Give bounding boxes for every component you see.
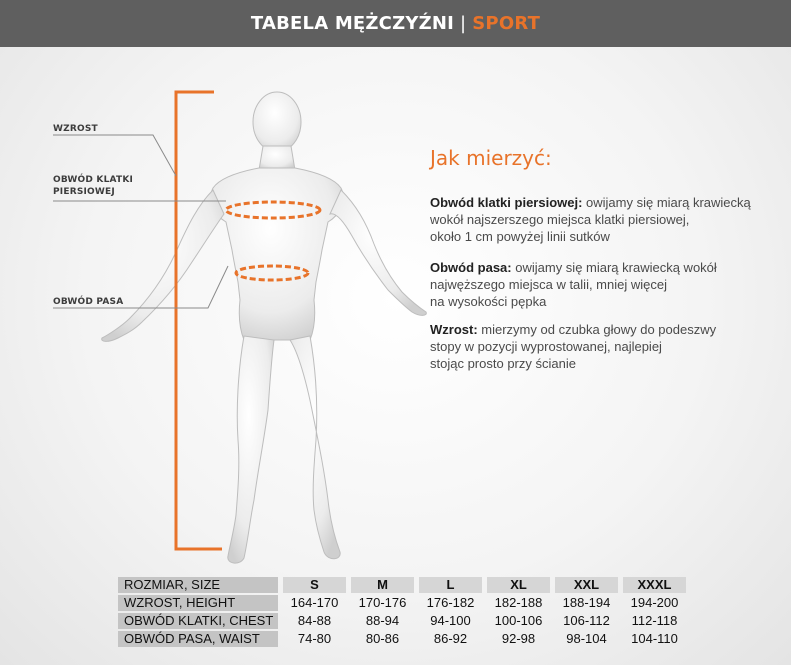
table-cell: 74-80 bbox=[297, 631, 332, 646]
mannequin-right-arm bbox=[330, 190, 426, 315]
height-callout-label: WZROST bbox=[53, 124, 98, 134]
table-cell: 188-194 bbox=[562, 595, 611, 610]
table-cell: 86-92 bbox=[433, 631, 468, 646]
mannequin-neck bbox=[259, 146, 295, 170]
height-bracket bbox=[176, 92, 222, 549]
table-cell: 170-176 bbox=[358, 595, 407, 610]
howto-waist-term: Obwód pasa: bbox=[430, 260, 512, 275]
height-leader-line bbox=[53, 135, 176, 176]
table-cell: XL bbox=[487, 577, 550, 593]
mannequin-torso bbox=[211, 168, 343, 340]
howto-waist-desc: owijamy się miarą krawiecką wokół najwęższego miejsca w talii, mniej więcej na wysokości pępka bbox=[430, 260, 717, 309]
waist-callout-label: OBWÓD PASA bbox=[53, 297, 124, 307]
title-separator: | bbox=[460, 13, 467, 34]
page-title: TABELA MĘŻCZYŹNI bbox=[250, 13, 454, 34]
measurement-figure bbox=[0, 47, 791, 577]
howto-title: Jak mierzyć: bbox=[430, 146, 552, 170]
table-cell: 88-94 bbox=[365, 613, 400, 628]
table-cell: 80-86 bbox=[365, 631, 400, 646]
table-cell: 84-88 bbox=[297, 613, 332, 628]
table-cell: XXXL bbox=[623, 577, 686, 593]
table-row bbox=[118, 613, 686, 629]
howto-chest-term: Obwód klatki piersiowej: bbox=[430, 195, 583, 210]
page-header bbox=[0, 0, 791, 47]
mannequin-left-leg bbox=[228, 336, 274, 563]
table-cell: L bbox=[419, 577, 482, 593]
table-cell: 194-200 bbox=[630, 595, 679, 610]
table-cell: S bbox=[283, 577, 346, 593]
row-label: OBWÓD KLATKI, CHEST bbox=[118, 613, 278, 629]
table-cell: M bbox=[351, 577, 414, 593]
howto-height-desc: mierzymy od czubka głowy do podeszwy stopy w pozycji wyprostowanej, najlepiej stojąc prosto przy ścianie bbox=[430, 322, 717, 371]
row-label: ROZMIAR, SIZE bbox=[118, 577, 278, 593]
table-row bbox=[118, 577, 686, 593]
row-label: WZROST, HEIGHT bbox=[118, 595, 278, 611]
table-cell: 176-182 bbox=[426, 595, 475, 610]
howto-height bbox=[430, 321, 775, 372]
table-cell: 164-170 bbox=[290, 595, 339, 610]
table-cell: XXL bbox=[555, 577, 618, 593]
table-cell: 182-188 bbox=[494, 595, 543, 610]
size-table bbox=[113, 575, 691, 649]
table-cell: 112-118 bbox=[631, 613, 678, 628]
table-cell: 100-106 bbox=[494, 613, 543, 628]
mannequin-left-arm bbox=[102, 190, 224, 341]
table-row bbox=[118, 595, 686, 611]
chest-callout-label: OBWÓD KLATKI PIERSIOWEJ bbox=[53, 175, 134, 197]
table-cell: 106-112 bbox=[563, 613, 610, 628]
mannequin-right-leg bbox=[290, 336, 340, 559]
howto-height-term: Wzrost: bbox=[430, 322, 478, 337]
howto-chest-desc: owijamy się miarą krawiecką wokół najszerszego miejsca klatki piersiowej, około 1 cm powyżej linii sutków bbox=[430, 195, 751, 244]
page-subtitle: SPORT bbox=[472, 13, 541, 34]
table-row bbox=[118, 631, 686, 647]
howto-chest bbox=[430, 194, 775, 245]
mannequin bbox=[102, 92, 427, 563]
mannequin-head bbox=[253, 92, 301, 152]
table-cell: 104-110 bbox=[631, 631, 678, 646]
howto-waist bbox=[430, 259, 775, 310]
table-cell: 94-100 bbox=[430, 613, 471, 628]
table-cell: 92-98 bbox=[501, 631, 536, 646]
row-label: OBWÓD PASA, WAIST bbox=[118, 631, 278, 647]
table-cell: 98-104 bbox=[566, 631, 607, 646]
